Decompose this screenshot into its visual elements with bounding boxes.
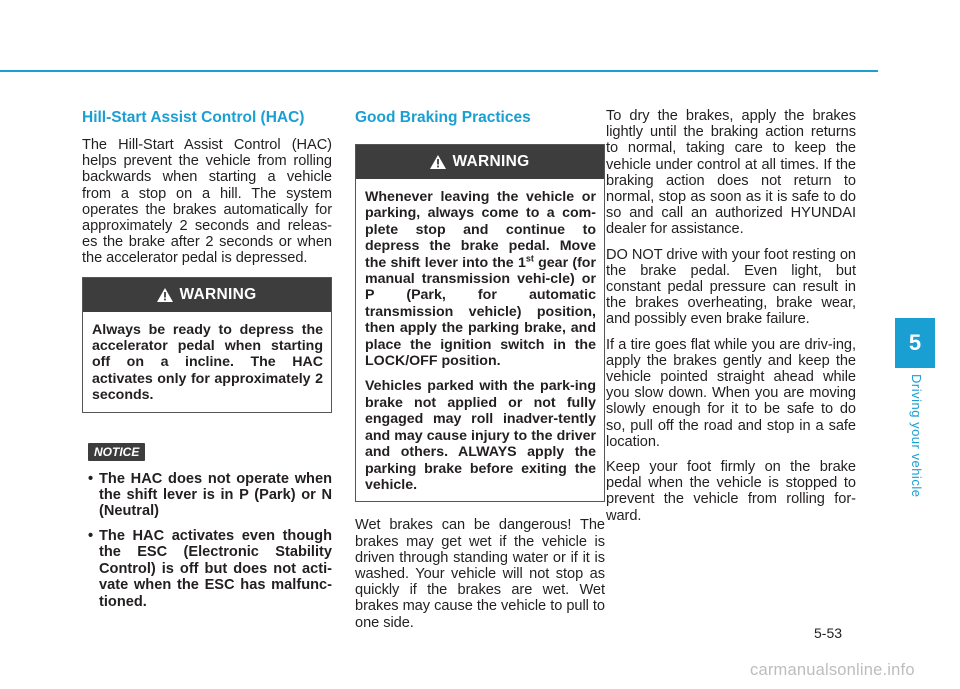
warning-header [356, 145, 604, 179]
chapter-tab: 5 [895, 318, 935, 368]
braking-warning-box [355, 144, 605, 502]
warning-header [83, 278, 331, 312]
paragraph: DO NOT drive with your foot resting on the brake pedal. Even light, but constant pedal pressure can result in the brakes overheating, brake wear, and possibly even brake failure. [606, 246, 856, 328]
warning-icon [430, 155, 446, 169]
paragraph: To dry the brakes, apply the brakes lightly until the braking action returns to normal, taking care to keep the vehicle under control at all times. If the braking action does not return to normal, stop as soon as it is safe to do so and call an authorized HYUNDAI dealer for assistance. [606, 108, 856, 238]
warning-text-part: Whenever leaving the vehicle or parking, always come to a com-plete stop and continue to depress the brake pedal. Move the shift lever into the 1 [365, 189, 596, 271]
warning-title: WARNING [452, 153, 530, 170]
section-heading-braking: Good Braking Practices [355, 109, 531, 126]
column-1 [82, 108, 332, 618]
hac-intro: The Hill-Start Assist Control (HAC) helps prevent the vehicle from rolling backwards when starting a vehicle from a stop on a hill. The system operates the brakes automatically for approximately 2 seconds and releas-es the brake after 2 seconds or when the accelerator pedal is depressed. [82, 137, 332, 267]
wet-brakes-paragraph: Wet brakes can be dangerous! The brakes may get wet if the vehicle is driven through standing water or if it is washed. Your vehicle will not stop as quickly if the brakes are wet. Wet brakes may cause the vehicle to pull to one side. [355, 517, 605, 631]
list-item: • The HAC activates even though the ESC (Electronic Stability Control) is off but does not acti-vate when the ESC has malfunc-tioned. [82, 528, 332, 610]
hac-warning-box [82, 277, 332, 413]
top-rule [0, 70, 878, 72]
paragraph: Keep your foot firmly on the brake pedal when the vehicle is stopped to prevent the vehicle from rolling for-ward. [606, 459, 856, 524]
warning-title: WARNING [179, 285, 257, 303]
warning-body [356, 179, 604, 501]
watermark: carmanualsonline.info [750, 661, 915, 679]
column-2 [355, 108, 605, 640]
list-item: • The HAC does not operate when the shift lever is in P (Park) or N (Neutral) [82, 471, 332, 520]
chapter-label: Driving your vehicle [909, 374, 924, 498]
notice-badge: NOTICE [88, 443, 145, 461]
warning-icon [157, 288, 173, 302]
page-number: 5-53 [814, 625, 843, 641]
section-heading-hac: Hill-Start Assist Control (HAC) [82, 109, 305, 126]
warning-text-part: gear (for manual transmission vehi-cle) or P (Park, for automatic transmission vehicle) position, then apply the parking brake, and place the ignition switch in the LOCK/OFF position. [365, 254, 596, 370]
warning-text: Always be ready to depress the accelerator pedal when starting off on a incline. The HAC activates only for approximately 2 seconds. [92, 321, 323, 404]
warning-paragraph-1 [365, 189, 596, 369]
column-3 [606, 108, 856, 533]
ordinal-suffix: st [525, 252, 534, 263]
warning-body [83, 312, 331, 412]
paragraph: If a tire goes flat while you are driv-ing, apply the brakes gently and keep the vehicle pointed straight ahead while you slow down. When you are moving slowly enough for it to be safe to do so, pull off the road and stop in a safe location. [606, 336, 856, 450]
warning-paragraph-2: Vehicles parked with the park-ing brake not applied or not fully engaged may roll inadver-tently and may cause injury to the driver and others. ALWAYS apply the parking brake before exiting the vehicle. [365, 378, 596, 493]
notice-list [82, 471, 332, 610]
